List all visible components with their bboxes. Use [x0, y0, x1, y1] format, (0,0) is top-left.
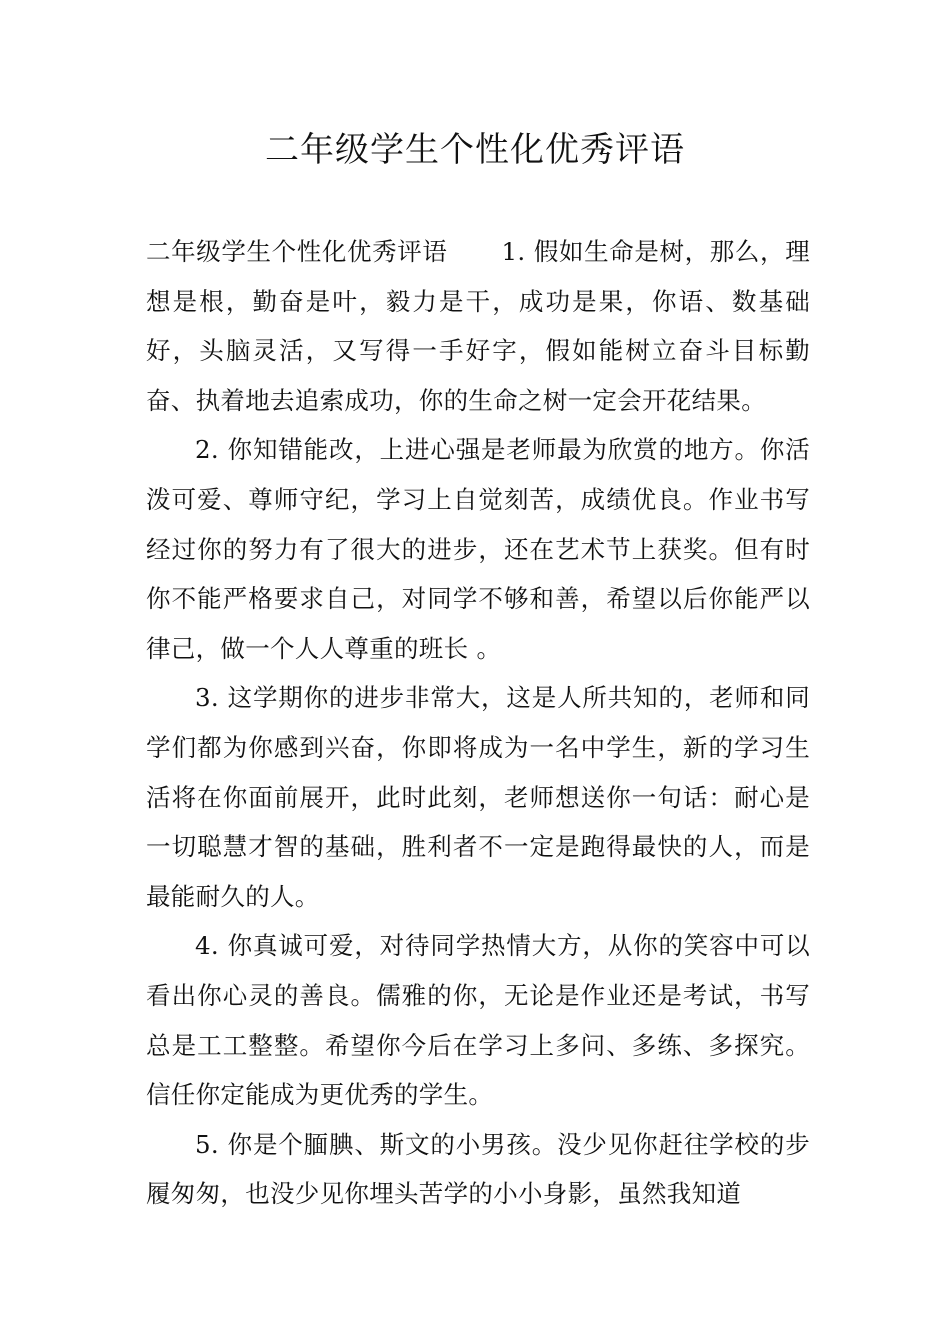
paragraph-5: 5. 你是个腼腆、斯文的小男孩。没少见你赶往学校的步履匆匆，也没少见你埋头苦学的小小身影，虽然我知道 — [146, 1129, 810, 1209]
document-title: 二年级学生个性化优秀评语 — [265, 130, 685, 170]
intro-heading: 二年级学生个性化优秀评语 — [146, 237, 448, 266]
document-body — [146, 227, 810, 1219]
paragraph-1 — [146, 227, 810, 425]
paragraph-1-text: 1. 假如生命是树，那么，理想是根，勤奋是叶，毅力是干，成功是果，你语、数基础好，头脑灵活，又写得一手好字，假如能树立奋斗目标勤奋、执着地去追索成功，你的生命之树一定会开花结果。 — [146, 237, 810, 415]
paragraph-3: 3. 这学期你的进步非常大，这是人所共知的，老师和同学们都为你感到兴奋，你即将成为一名中学生，新的学习生活将在你面前展开，此时此刻，老师想送你一句话：耐心是一切聪慧才智的基础，胜利者不一定是跑得最快的人，而是最能耐久的人。 — [146, 683, 810, 911]
paragraph-2: 2. 你知错能改，上进心强是老师最为欣赏的地方。你活泼可爱、尊师守纪，学习上自觉刻苦，成绩优良。作业书写经过你的努力有了很大的进步，还在艺术节上获奖。但有时你不能严格要求自己，对同学不够和善，希望以后你能严以律己，做一个人人尊重的班长 。 — [146, 435, 810, 663]
paragraph-4: 4. 你真诚可爱，对待同学热情大方，从你的笑容中可以看出你心灵的善良。儒雅的你，无论是作业还是考试，书写总是工工整整。希望你今后在学习上多问、多练、多探究。信任你定能成为更优秀的学生。 — [146, 931, 810, 1110]
